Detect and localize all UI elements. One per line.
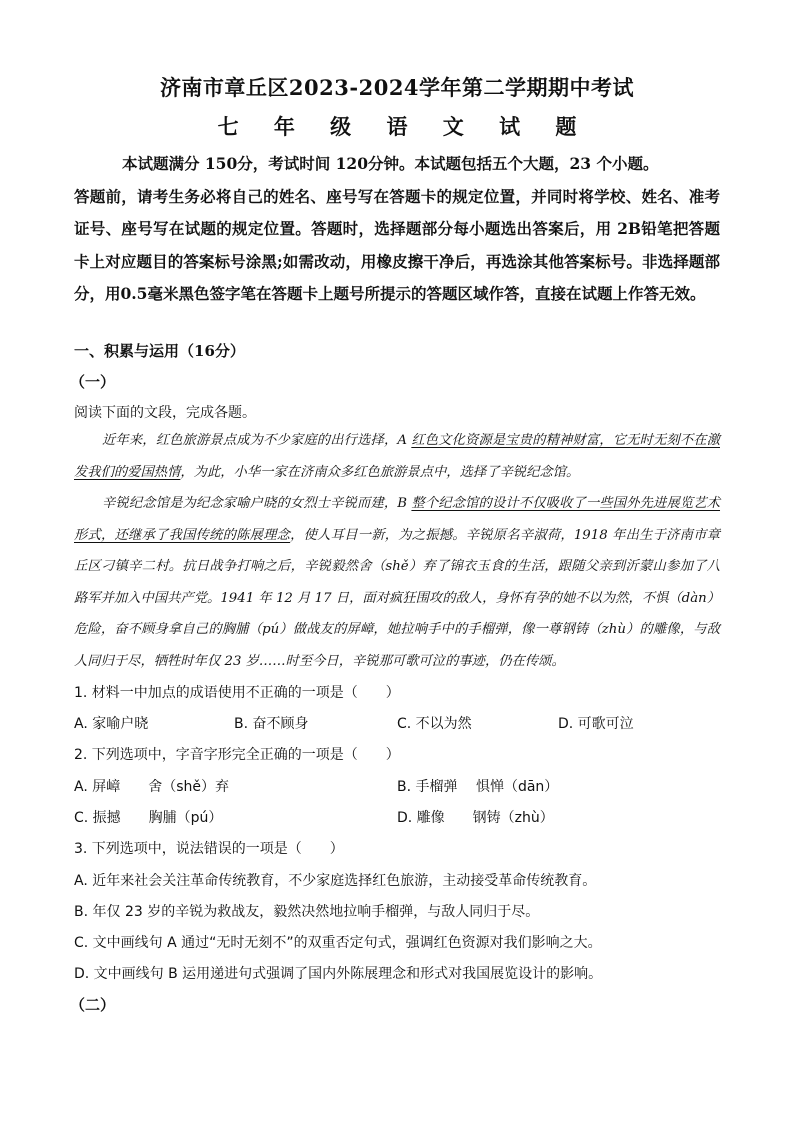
q3-option-c[interactable]: C. 文中画线句 A 通过“无时无刻不”的双重否定句式，强调红色资源对我们影响之大。 xyxy=(74,935,602,951)
q3-option-b[interactable]: B. 年仅 23 岁的辛锐为救战友，毅然决然地拉响手榴弹，与敌人同归于尽。 xyxy=(74,904,540,920)
question-3-stem: 3. 下列选项中，说法错误的一项是（ ） xyxy=(74,841,344,857)
q1-option-b[interactable]: B. 奋不顾身 xyxy=(234,716,309,732)
reading-directive: 阅读下面的文段，完成各题。 xyxy=(74,405,256,421)
section1-heading: 一、积累与运用（16分） xyxy=(74,342,245,360)
part1-label: （一） xyxy=(70,373,116,391)
passage-paragraph-2 xyxy=(74,488,720,677)
passage-paragraph-1 xyxy=(74,425,720,488)
underlined-sentence-a: 红色文化资源是宝贵的精神财富，它无时无刻不在激发我们的爱国热情 xyxy=(74,433,720,480)
q2-option-a[interactable]: A. 屏嶂 舍（shě）弃 xyxy=(74,779,230,795)
q1-option-c[interactable]: C. 不以为然 xyxy=(397,716,472,732)
para2-tail: ，使人耳目一新，为之振撼。辛锐原名辛淑荷，1918 年出生于济南市章丘区刁镇辛二村。抗日战争打响之后，辛锐毅然舍（shě）弃了锦衣玉食的生活，跟随父亲到沂蒙山参加了八路军并加入中国共产党。1941 年 12 月 17 日，面对疯狂围攻的敌人，身怀有孕的她不以为然，不惧（dàn）危险，奋不顾身拿自己的胸脯（pú）做战友的屏嶂，她拉响手中的手榴弹，像一尊钢铸（zhù）的雕像，与敌人同归于尽，牺牲时年仅 23 岁……时至今日，辛锐那可歌可泣的事迹，仍在传颂。 xyxy=(74,527,720,669)
para2-lead: 辛锐纪念馆是为纪念家喻户晓的女烈士辛锐而建，B xyxy=(102,496,412,511)
exam-subtitle: 七 年 级 语 文 试 题 xyxy=(217,114,591,139)
instructions-line1: 本试题满分 150分，考试时间 120分钟。本试题包括五个大题，23 个小题。 xyxy=(122,154,659,173)
q2-option-c[interactable]: C. 振撼 胸脯（pú） xyxy=(74,810,223,826)
part2-label: （二） xyxy=(70,996,116,1014)
underlined-sentence-b: 整个纪念馆的设计不仅吸收了一些国外先进展览艺术形式，还继承了我国传统的陈展理念 xyxy=(74,496,721,543)
q3-option-a[interactable]: A. 近年来社会关注革命传统教育，不少家庭选择红色旅游，主动接受革命传统教育。 xyxy=(74,873,597,889)
para1-tail: ，为此，小华一家在济南众多红色旅游景点中，选择了辛锐纪念馆。 xyxy=(180,464,580,480)
question-2-stem: 2. 下列选项中，字音字形完全正确的一项是（ ） xyxy=(74,747,400,763)
instructions-body: 答题前，请考生务必将自己的姓名、座号写在答题卡的规定位置，并同时将学校、姓名、准考证号、座号写在试题的规定位置。答题时，选择题部分每小题选出答案后，用 2B铅笔把答题卡上对应题目的答案标号涂黑;如需改动，用橡皮擦干净后，再选涂其他答案标号。非选择题部分，用0.5毫米黑色签字笔在答题卡上题号所提示的答题区域作答，直接在试题上作答无效。 xyxy=(74,186,720,303)
q2-option-b[interactable]: B. 手榴弹 惧惮（dān） xyxy=(397,779,559,795)
q2-option-d[interactable]: D. 雕像 钢铸（zhù） xyxy=(397,810,554,826)
question-1-stem: 1. 材料一中加点的成语使用不正确的一项是（ ） xyxy=(74,685,400,701)
q1-option-d[interactable]: D. 可歌可泣 xyxy=(558,716,634,732)
q1-option-a[interactable]: A. 家喻户晓 xyxy=(74,716,149,732)
para1-lead: 近年来，红色旅游景点成为不少家庭的出行选择，A xyxy=(102,433,412,448)
q3-option-d[interactable]: D. 文中画线句 B 运用递进句式强调了国内外陈展理念和形式对我国展览设计的影响。 xyxy=(74,966,603,982)
exam-title: 济南市章丘区2023-2024学年第二学期期中考试 xyxy=(159,75,635,100)
exam-instructions xyxy=(74,148,720,311)
